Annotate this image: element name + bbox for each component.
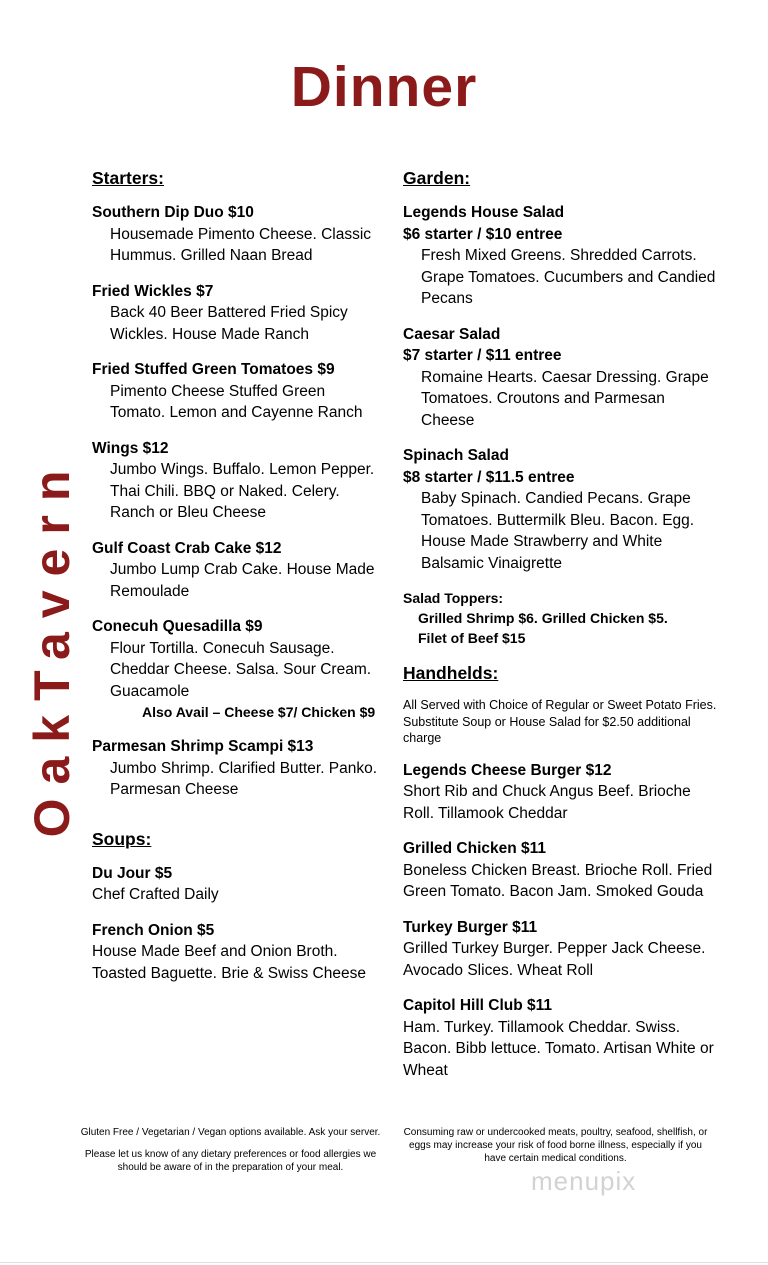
item-name: Grilled Chicken $11	[403, 840, 547, 857]
menu-item-du-jour	[92, 863, 384, 906]
page-bottom-edge	[0, 1262, 768, 1263]
menu-item-spinach-salad	[403, 445, 719, 574]
item-description: Jumbo Lump Crab Cake. House Made Remoulade	[110, 561, 375, 600]
menu-columns	[92, 168, 768, 1095]
item-description: Short Rib and Chuck Angus Beef. Brioche Roll. Tillamook Cheddar	[403, 783, 691, 822]
section-heading-garden: Garden:	[403, 168, 471, 188]
menu-item-legends-house-salad	[403, 202, 719, 310]
item-name: French Onion $5	[92, 921, 215, 939]
menu-item-legends-cheese-burger	[403, 760, 719, 825]
item-name: Parmesan Shrimp Scampi $13	[92, 738, 314, 755]
menu-item-fried-stuffed-green-tomatoes	[92, 359, 384, 424]
item-description: Fresh Mixed Greens. Shredded Carrots. Grape Tomatoes. Cucumbers and Candied Pecans	[421, 247, 716, 307]
section-handhelds	[403, 663, 719, 1081]
item-name: Du Jour $5	[92, 864, 173, 882]
item-name: Gulf Coast Crab Cake $12	[92, 539, 282, 557]
menu-item-capitol-hill-club	[403, 995, 719, 1081]
section-starters	[92, 168, 384, 801]
salad-toppers-line: Grilled Shrimp $6. Grilled Chicken $5.	[418, 610, 668, 626]
handhelds-intro: All Served with Choice of Regular or Sweet Potato Fries. Substitute Soup or House Salad for $2.50 additional charge	[403, 698, 717, 745]
item-description: Jumbo Shrimp. Clarified Butter. Panko. Parmesan Cheese	[110, 759, 378, 798]
item-name: Caesar Salad	[403, 325, 501, 343]
item-note: Also Avail – Cheese $7/ Chicken $9	[142, 704, 376, 720]
menu-item-conecuh-quesadilla	[92, 616, 384, 722]
item-name: Capitol Hill Club $11	[403, 997, 552, 1014]
item-name: Fried Stuffed Green Tomatoes $9	[92, 361, 335, 378]
item-description: Boneless Chicken Breast. Brioche Roll. Fried Green Tomato. Bacon Jam. Smoked Gouda	[403, 861, 713, 900]
menu-item-southern-dip-duo	[92, 202, 384, 267]
menu-item-french-onion	[92, 920, 384, 985]
item-name: Legends Cheese Burger $12	[403, 761, 612, 779]
item-description: Flour Tortilla. Conecuh Sausage. Cheddar Cheese. Salsa. Sour Cream. Guacamole	[110, 639, 372, 700]
menu-item-parmesan-shrimp-scampi	[92, 736, 384, 801]
footer-gluten-free-note: Gluten Free / Vegetarian / Vegan options available. Ask your server.	[80, 1127, 381, 1138]
item-name: Conecuh Quesadilla $9	[92, 618, 263, 635]
item-description: Romaine Hearts. Caesar Dressing. Grape Tomatoes. Croutons and Parmesan Cheese	[421, 368, 709, 429]
footer	[0, 1126, 768, 1183]
page-title: Dinner	[290, 55, 478, 119]
item-description: Grilled Turkey Burger. Pepper Jack Cheese. Avocado Slices. Wheat Roll	[403, 940, 706, 979]
item-price: $8 starter / $11.5 entree	[403, 468, 575, 486]
item-name: Legends House Salad	[403, 204, 565, 221]
item-description: Housemade Pimento Cheese. Classic Hummus. Grilled Naan Bread	[110, 225, 372, 264]
section-soups	[92, 829, 384, 985]
menu-item-fried-wickles	[92, 281, 384, 346]
brand-vertical-text: OakTavern	[24, 456, 80, 838]
section-heading-starters: Starters:	[92, 168, 164, 188]
item-price: $6 starter / $10 entree	[403, 225, 563, 243]
menupix-watermark: menupix	[531, 1166, 637, 1196]
menu-item-grilled-chicken	[403, 838, 719, 903]
item-description: Pimento Cheese Stuffed Green Tomato. Lemon and Cayenne Ranch	[110, 382, 363, 421]
item-description: Chef Crafted Daily	[92, 886, 219, 903]
section-heading-handhelds: Handhelds:	[403, 663, 499, 683]
item-name: Spinach Salad	[403, 447, 509, 464]
item-description: Baby Spinach. Candied Pecans. Grape Tomatoes. Buttermilk Bleu. Bacon. Egg. House Made Strawberry and White Balsamic Vinaigrette	[421, 490, 695, 572]
footer-consumer-advisory: Consuming raw or undercooked meats, poultry, seafood, shellfish, or eggs may increase your risk of food borne illness, especially if you have certain medical conditions.	[403, 1127, 708, 1164]
section-heading-soups: Soups:	[92, 828, 152, 849]
item-name: Turkey Burger $11	[403, 918, 538, 936]
item-description: Ham. Turkey. Tillamook Cheddar. Swiss. Bacon. Bibb lettuce. Tomato. Artisan White or Wheat	[403, 1018, 714, 1079]
item-description: Jumbo Wings. Buffalo. Lemon Pepper. Thai Chili. BBQ or Naked. Celery. Ranch or Bleu Cheese	[110, 461, 375, 521]
item-price: $7 starter / $11 entree	[403, 347, 562, 364]
menu-item-wings	[92, 438, 384, 524]
salad-toppers-line: Filet of Beef $15	[418, 630, 526, 646]
footer-dietary-note	[78, 1126, 383, 1183]
item-name: Fried Wickles $7	[92, 282, 214, 300]
section-garden	[403, 168, 719, 648]
menu-item-turkey-burger	[403, 917, 719, 982]
footer-allergy-note: Please let us know of any dietary preferences or food allergies we should be aware of in the preparation of your meal.	[84, 1149, 377, 1173]
right-column	[403, 168, 719, 1095]
item-description: House Made Beef and Onion Broth. Toasted Baguette. Brie & Swiss Cheese	[92, 943, 366, 982]
item-name: Wings $12	[92, 439, 169, 457]
item-name: Southern Dip Duo $10	[92, 204, 254, 221]
item-description: Back 40 Beer Battered Fried Spicy Wickles. House Made Ranch	[110, 304, 348, 343]
menu-item-gulf-coast-crab-cake	[92, 538, 384, 603]
left-column	[92, 168, 384, 998]
salad-toppers-heading: Salad Toppers:	[403, 590, 504, 606]
menu-item-caesar-salad	[403, 324, 719, 432]
salad-toppers	[403, 588, 719, 648]
